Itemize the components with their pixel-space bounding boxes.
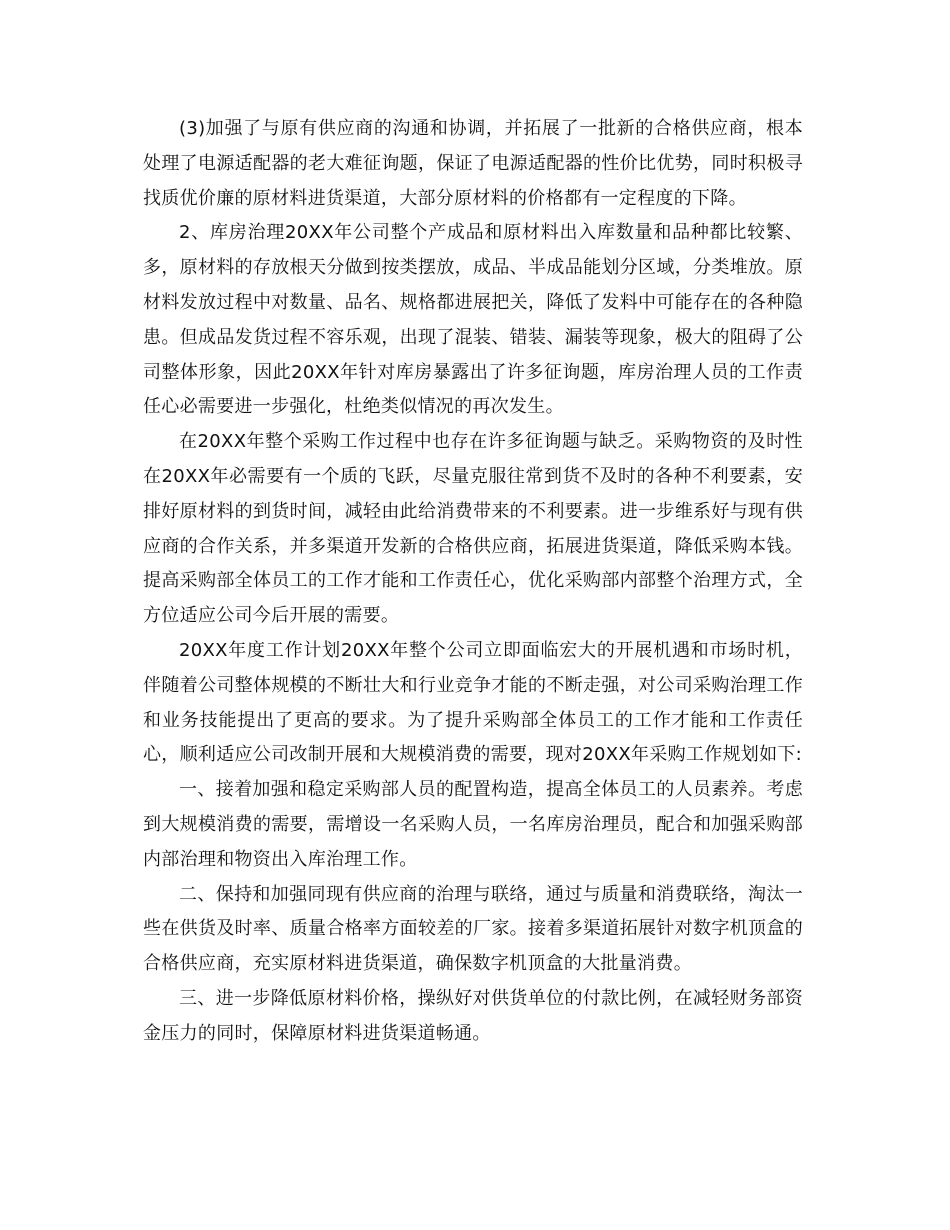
document-body: [143, 112, 803, 1052]
paragraph-plan-item-3: 三、进一步降低原材料价格，操纵好对供货单位的付款比例，在减轻财务部资金压力的同时，保障原材料进货渠道畅通。: [143, 987, 803, 1044]
paragraph-supplier-communication: (3)加强了与原有供应商的沟通和协调，并拓展了一批新的合格供应商，根本处理了电源适配器的老大难征询题，保证了电源适配器的性价比优势，同时积极寻找质优价廉的原材料进货渠道，大部分原材料的价格都有一定程度的下降。: [143, 118, 803, 209]
paragraph-plan-item-2: 二、保持和加强同现有供应商的治理与联络，通过与质量和消费联络，淘汰一些在供货及时率、质量合格率方面较差的厂家。接着多渠道拓展针对数字机顶盒的合格供应商，充实原材料进货渠道，确保数字机顶盒的大批量消费。: [143, 883, 803, 975]
paragraph-procurement-problems: 在20XX年整个采购工作过程中也存在许多征询题与缺乏。采购物资的及时性在20XX年必需要有一个质的飞跃，尽量克服往常到货不及时的各种不利要素，安排好原材料的到货时间，减轻由此给消费带来的不利要素。进一步维系好与现有供应商的合作关系，并多渠道开发新的合格供应商，拓展进货渠道，降低采购本钱。提高采购部全体员工的工作才能和工作责任心，优化采购部内部整个治理方式，全方位适应公司今后开展的需要。: [143, 431, 803, 627]
paragraph-plan-item-1: 一、接着加强和稳定采购部人员的配置构造，提高全体员工的人员素养。考虑到大规模消费的需要，需增设一名采购人员，一名库房治理员，配合和加强采购部内部治理和物资出入库治理工作。: [143, 779, 803, 870]
paragraph-warehouse-management: 2、库房治理20XX年公司整个产成品和原材料出入库数量和品种都比较繁、多，原材料的存放根天分做到按类摆放，成品、半成品能划分区域，分类堆放。原材料发放过程中对数量、品名、规格都进展把关，降低了发料中可能存在的各种隐患。但成品发货过程不容乐观，出现了混装、错装、漏装等现象，极大的阻碍了公司整体形象，因此20XX年针对库房暴露出了许多征询题，库房治理人员的工作责任心必需要进一步强化，杜绝类似情况的再次发生。: [143, 222, 803, 418]
paragraph-annual-plan: 20XX年度工作计划20XX年整个公司立即面临宏大的开展机遇和市场时机，伴随着公司整体规模的不断壮大和行业竞争才能的不断走强，对公司采购治理工作和业务技能提出了更高的要求。为了提升采购部全体员工的工作才能和工作责任心，顺利适应公司改制开展和大规模消费的需要，现对20XX年采购工作规划如下:: [143, 639, 803, 766]
